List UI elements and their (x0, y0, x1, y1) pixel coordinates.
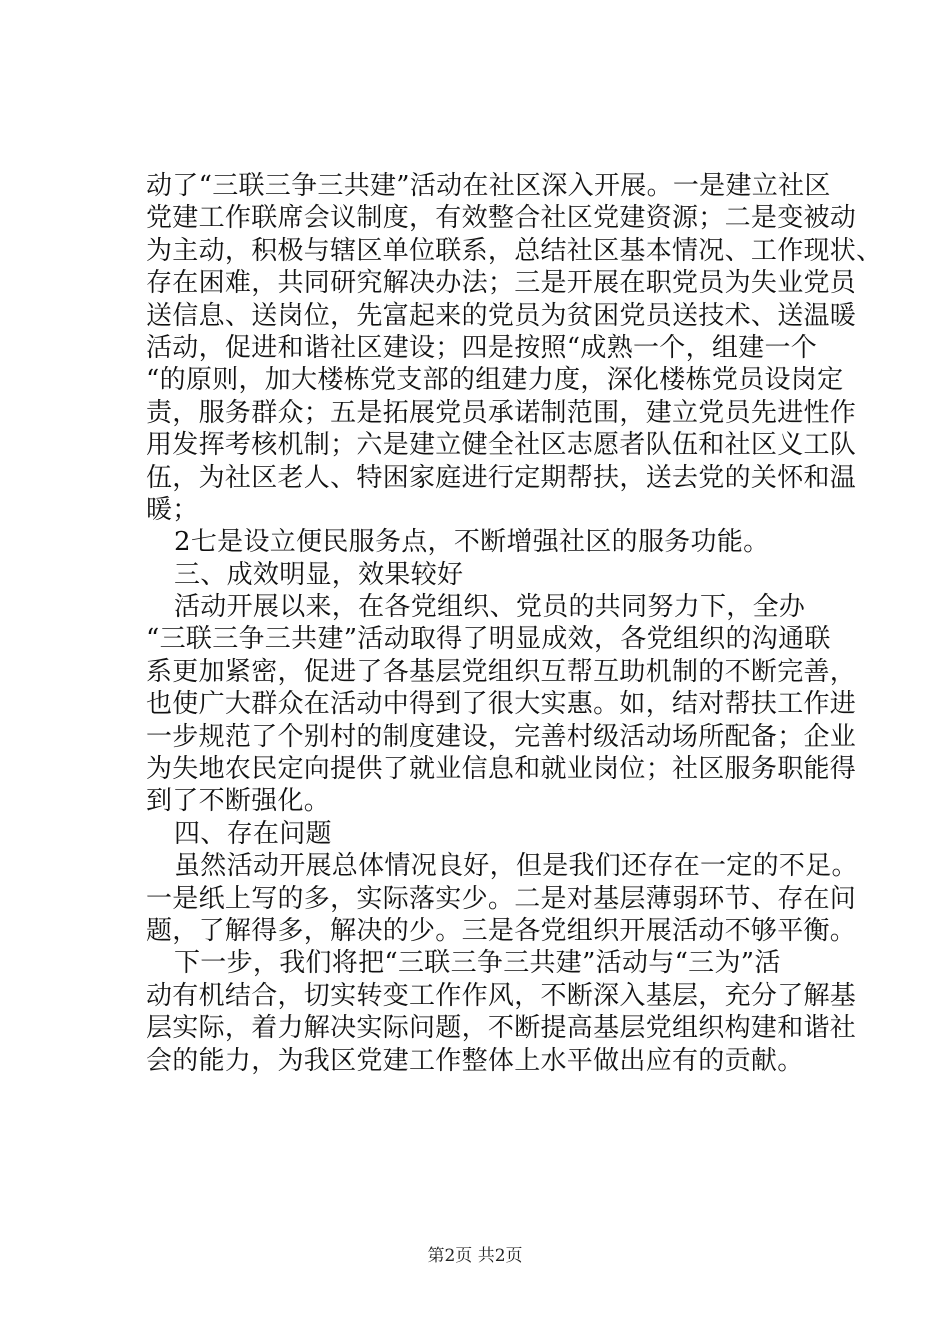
text-line: 层实际，着力解决实际问题，不断提高基层党组织构建和谐社 (146, 1013, 857, 1044)
text-line: 暖； (146, 494, 199, 525)
text-line: 2七是设立便民服务点，不断增强社区的服务功能。 (174, 527, 770, 558)
text-line: 用发挥考核机制；六是建立健全社区志愿者队伍和社区义工队 (146, 430, 857, 461)
text-line: 为失地农民定向提供了就业信息和就业岗位；社区服务职能得 (146, 754, 857, 785)
text-line: 党建工作联席会议制度，有效整合社区党建资源；二是变被动 (146, 203, 857, 234)
section-heading: 三、成效明显，效果较好 (174, 559, 464, 590)
text-line: 动有机结合，切实转变工作作风，不断深入基层，充分了解基 (146, 980, 857, 1011)
text-line: 活动开展以来，在各党组织、党员的共同努力下，全办 (174, 592, 806, 623)
section-heading: 四、存在问题 (174, 818, 332, 849)
text-line: 到了不断强化。 (146, 786, 331, 817)
text-line: 责，服务群众；五是拓展党员承诺制范围，建立党员先进性作 (146, 397, 857, 428)
text-line: 题，了解得多，解决的少。三是各党组织开展活动不够平衡。 (146, 915, 857, 946)
text-line: 虽然活动开展总体情况良好，但是我们还存在一定的不足。 (174, 851, 858, 882)
text-line: 一是纸上写的多，实际落实少。二是对基层薄弱环节、存在问 (146, 883, 857, 914)
text-line: 下一步，我们将把“三联三争三共建”活动与“三为”活 (174, 948, 781, 979)
text-line: 动了“三联三争三共建”活动在社区深入开展。一是建立社区 (146, 171, 831, 201)
text-line: 送信息、送岗位，先富起来的党员为贫困党员送技术、送温暖 (146, 300, 857, 331)
text-line: 活动，促进和谐社区建设；四是按照“成熟一个，组建一个 (146, 332, 818, 363)
text-line: 会的能力，为我区党建工作整体上水平做出应有的贡献。 (146, 1045, 804, 1076)
text-line: 伍，为社区老人、特困家庭进行定期帮扶，送去党的关怀和温 (146, 462, 857, 493)
text-line: “三联三争三共建”活动取得了明显成效，各党组织的沟通联 (146, 624, 831, 655)
text-line: 一步规范了个别村的制度建设，完善村级活动场所配备；企业 (146, 721, 857, 752)
text-line: 为主动，积极与辖区单位联系，总结社区基本情况、工作现状、 (146, 235, 883, 266)
text-line: “的原则，加大楼栋党支部的组建力度，深化楼栋党员设岗定 (146, 365, 844, 396)
text-line: 存在困难，共同研究解决办法；三是开展在职党员为失业党员 (146, 268, 857, 299)
document-body (146, 170, 883, 1077)
text-line: 系更加紧密，促进了各基层党组织互帮互助机制的不断完善， (146, 656, 857, 687)
page-footer: 第2页 共2页 (427, 1246, 523, 1266)
text-line: 也使广大群众在活动中得到了很大实惠。如，结对帮扶工作进 (146, 689, 857, 720)
